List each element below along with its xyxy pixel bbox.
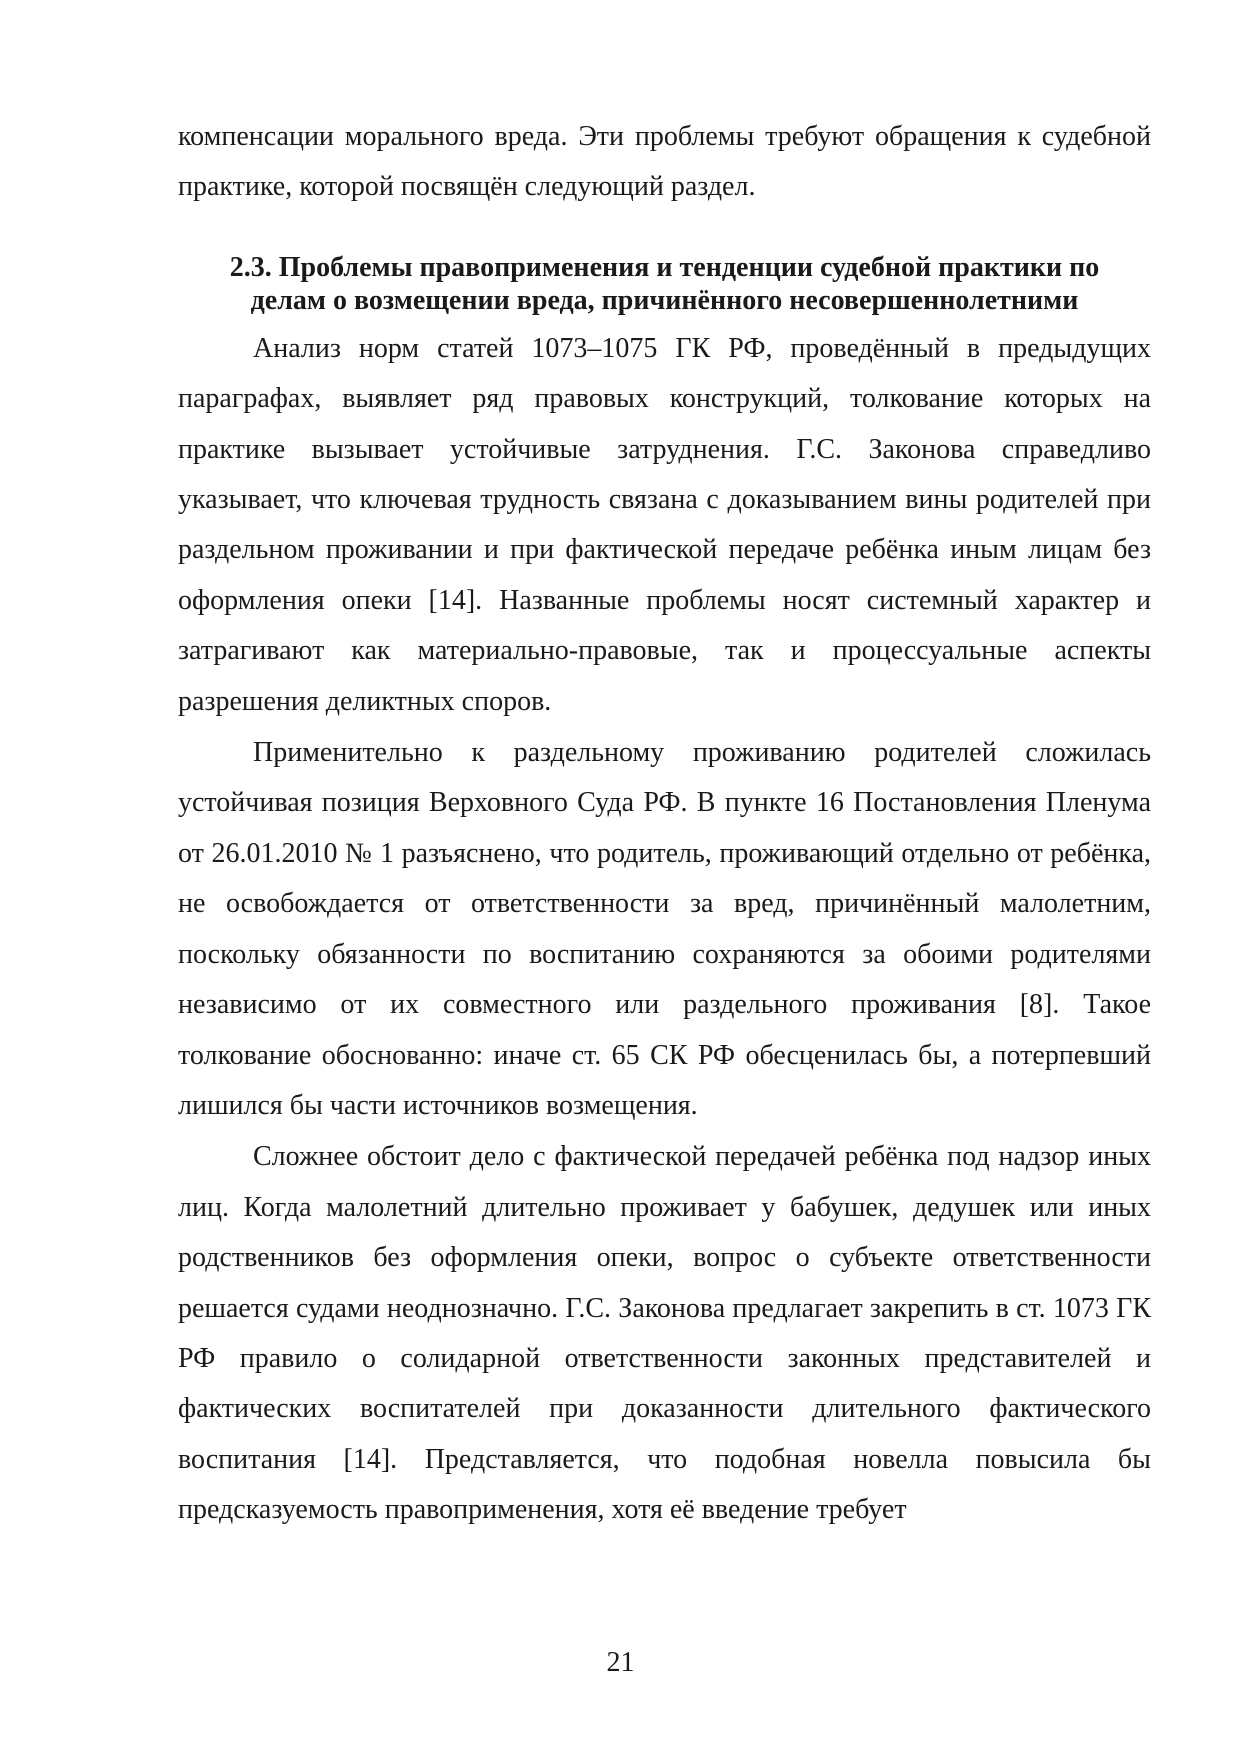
paragraph-1: Анализ норм статей 1073–1075 ГК РФ, проведённый в предыдущих параграфах, выявляет ряд правовых конструкций, толкование которых на практике вызывает устойчивые затруднения. Г.С. Законова справедливо указывает, что ключевая трудность связана с доказыванием вины родителей при раздельном проживании и при фактической передаче ребёнка иным лицам без оформления опеки [14]. Названные проблемы носят системный характер и затрагивают как материально-правовые, так и процессуальные аспекты разрешения деликтных споров. <box>178 332 1151 717</box>
paragraph-3: Сложнее обстоит дело с фактической передачей ребёнка под надзор иных лиц. Когда малолетний длительно проживает у бабушек, дедушек или иных родственников без оформления опеки, вопрос о субъекте ответственности решается судами неоднозначно. Г.С. Законова предлагает закрепить в ст. 1073 ГК РФ правило о солидарной ответственности законных представителей и фактических воспитателей при доказанности длительного фактического воспитания [14]. Представляется, что подобная новелла повысила бы предсказуемость правоприменения, хотя её введение требует <box>178 1141 1151 1526</box>
section-heading-line-1: 2.3. Проблемы правоприменения и тенденции судебной практики по <box>229 251 1100 283</box>
paragraph-2: Применительно к раздельному проживанию родителей сложилась устойчивая позиция Верховного Суда РФ. В пункте 16 Постановления Пленума от 26.01.2010 № 1 разъяснено, что родитель, проживающий отдельно от ребёнка, не освобождается от ответственности за вред, причинённый малолетним, поскольку обязанности по воспитанию сохраняются за обоими родителями независимо от их совместного или раздельного проживания [8]. Такое толкование обоснованно: иначе ст. 65 СК РФ обесценилась бы, а потерпевший лишился бы части источников возмещения. <box>178 737 1151 1121</box>
section-heading <box>178 251 1151 317</box>
page-number: 21 <box>606 1647 635 1678</box>
section-heading-line-2: делам о возмещении вреда, причинённого несовершеннолетними <box>250 284 1079 316</box>
paragraph-continuation: компенсации морального вреда. Эти проблемы требуют обращения к судебной практике, которой посвящён следующий раздел. <box>178 121 1151 203</box>
document-page <box>178 112 1151 1536</box>
